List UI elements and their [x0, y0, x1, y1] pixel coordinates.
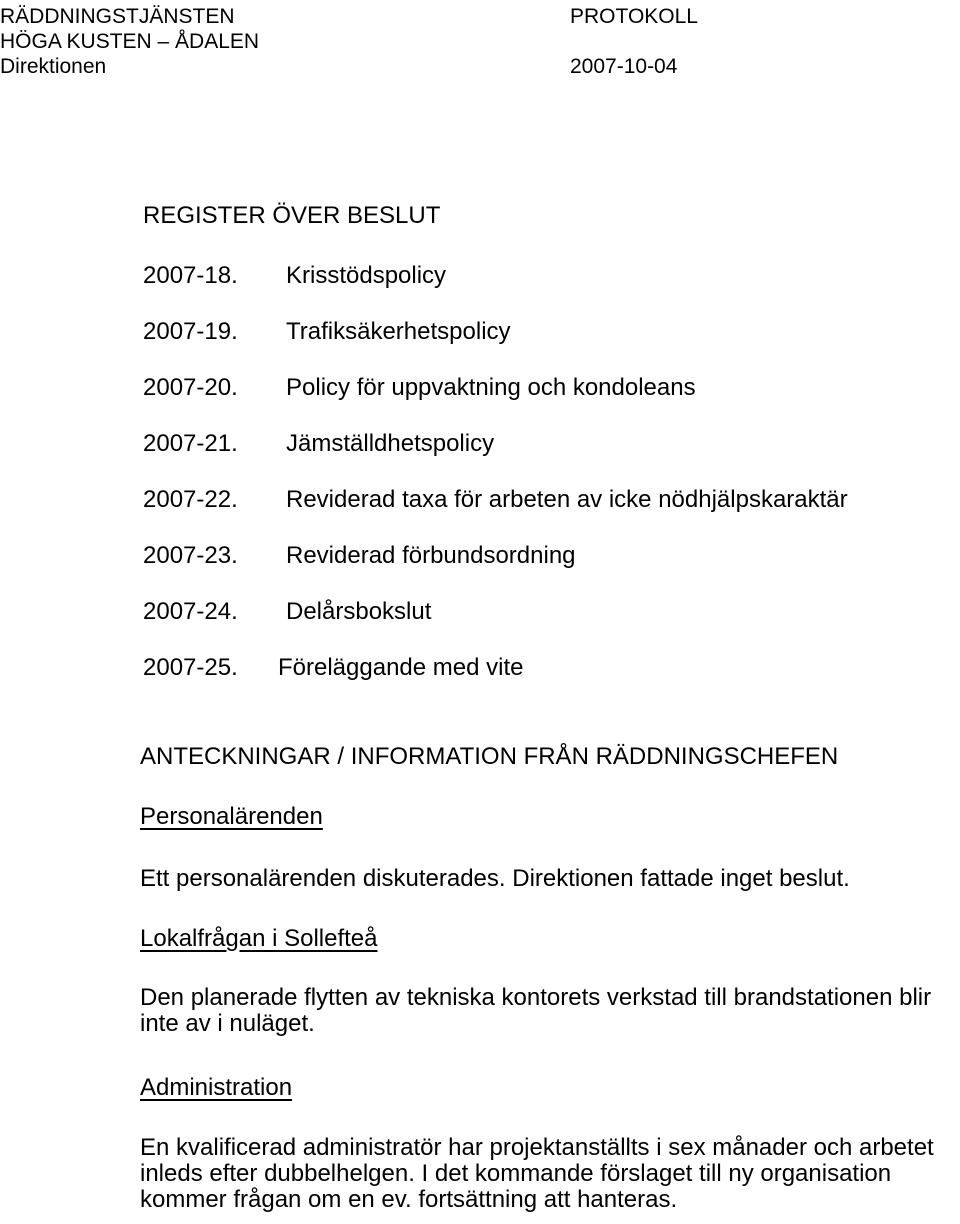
- entry-number: 2007-25.: [143, 654, 238, 681]
- entry-number: 2007-21.: [143, 430, 238, 457]
- org-region: HÖGA KUSTEN – ÅDALEN: [0, 30, 260, 53]
- doc-date: 2007-10-04: [570, 55, 678, 78]
- entry-title: Reviderad taxa för arbeten av icke nödhjälpskaraktär: [286, 486, 848, 513]
- doc-type: PROTOKOLL: [570, 5, 698, 28]
- notes-heading: ANTECKNINGAR / INFORMATION FRÅN RÄDDNINGSCHEFEN: [140, 743, 839, 770]
- entry-number: 2007-24.: [143, 598, 238, 625]
- entry-number: 2007-23.: [143, 542, 238, 569]
- section-subheading: Administration: [140, 1074, 293, 1101]
- entry-title: Krisstödspolicy: [286, 262, 447, 289]
- entry-number: 2007-22.: [143, 486, 238, 513]
- entry-title: Delårsbokslut: [286, 598, 432, 625]
- section-subheading: Personalärenden: [140, 803, 323, 830]
- entry-number: 2007-20.: [143, 374, 238, 401]
- section-text: Den planerade flytten av tekniska kontorets verkstad till brandstationen blir inte av i nuläget.: [140, 984, 932, 1037]
- header-org: [0, 4, 259, 79]
- entry-title: Reviderad förbundsordning: [286, 542, 576, 569]
- entry-title: Jämställdhetspolicy: [286, 430, 495, 457]
- entry-title: Föreläggande med vite: [278, 654, 524, 681]
- org-body: Direktionen: [0, 55, 107, 78]
- section-text: En kvalificerad administratör har projektanställts i sex månader och arbetet inleds efter dubbelhelgen. I det kommande förslaget till ny organisation kommer frågan om en ev. fortsättning att hanteras.: [140, 1134, 934, 1213]
- entry-title: Trafiksäkerhetspolicy: [286, 318, 511, 345]
- entry-number: 2007-19.: [143, 318, 238, 345]
- header-doc: [570, 4, 698, 79]
- entry-title: Policy för uppvaktning och kondoleans: [286, 374, 696, 401]
- section-subheading: Lokalfrågan i Sollefteå: [140, 925, 378, 952]
- org-name: RÄDDNINGSTJÄNSTEN: [0, 5, 235, 28]
- section-text: Ett personalärenden diskuterades. Direktionen fattade inget beslut.: [140, 865, 850, 892]
- entry-number: 2007-18.: [143, 262, 238, 289]
- register-title: REGISTER ÖVER BESLUT: [143, 202, 441, 229]
